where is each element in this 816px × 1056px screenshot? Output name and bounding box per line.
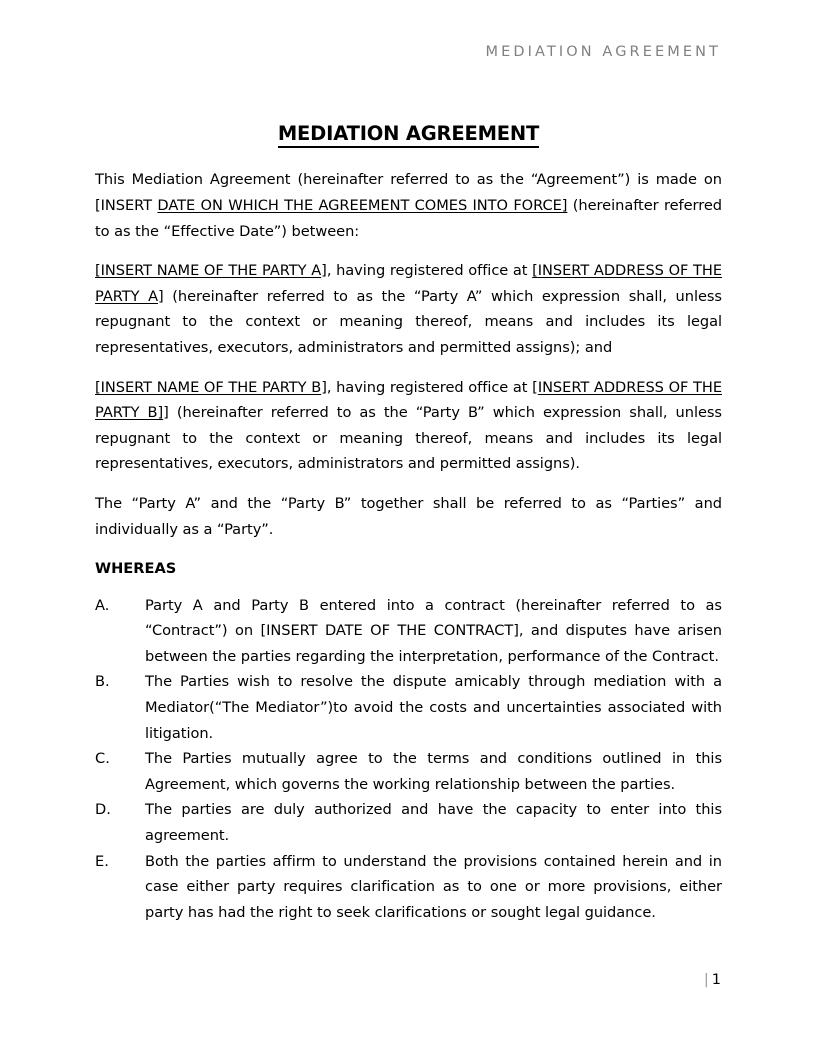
page-title-text: MEDIATION AGREEMENT	[278, 122, 539, 148]
list-item-marker: D.	[95, 801, 111, 819]
party-b-address-placeholder: INSERT ADDRESS OF THE PARTY B]	[95, 378, 722, 422]
footer-page-number: 1	[711, 972, 721, 988]
intro-segment-1: This Mediation Agreement (hereinafter referred to as the “Agreement”) is made on [INSERT	[95, 171, 722, 214]
document-body	[95, 122, 722, 925]
party-b-segment-4: ] (hereinafter referred to as the “Party B” which expression shall, unless repugnant to the context or meaning thereof, means and includes its legal representatives, executors, administrators and permitted assigns).	[95, 404, 722, 473]
paragraph-party-a	[95, 258, 722, 360]
intro-placeholder-effective-date: DATE ON WHICH THE AGREEMENT COMES INTO FORCE]	[157, 196, 568, 214]
list-item-text: The Parties mutually agree to the terms and conditions outlined in this Agreement, which governs the working relationship between the parties.	[145, 750, 722, 793]
list-item-text: The Parties wish to resolve the dispute amicably through mediation with a Mediator(“The Mediator”)to avoid the costs and uncertainties associated with litigation.	[145, 673, 722, 742]
list-item	[95, 669, 722, 746]
whereas-heading: WHEREAS	[95, 560, 177, 578]
paragraph-intro	[95, 167, 722, 244]
list-item-text: The parties are duly authorized and have the capacity to enter into this agreement.	[145, 801, 722, 845]
party-b-segment-2: ], having registered office at [	[321, 378, 538, 396]
list-item-marker: C.	[95, 750, 110, 768]
list-item-text: Party A and Party B entered into a contract (hereinafter referred to as “Contract”) on [INSERT DATE OF THE CONTRACT], and disputes have arisen between the parties regarding the interpretation, performance of the Contract.	[145, 596, 722, 665]
list-item	[95, 849, 722, 926]
party-a-address-placeholder: [INSERT ADDRESS OF THE PARTY A	[95, 262, 722, 305]
list-item	[95, 593, 722, 670]
intro-segment-3: (hereinafter referred to as the “Effective Date”) between:	[95, 196, 722, 240]
list-item-text: Both the parties affirm to understand the provisions contained herein and in case either party requires clarification as to one or more provisions, either party has had the right to seek clarifications or sought legal guidance.	[145, 852, 722, 921]
footer-separator: |	[703, 972, 709, 988]
page-footer	[95, 972, 721, 988]
party-b-name-placeholder: [INSERT NAME OF THE PARTY B	[95, 378, 322, 396]
party-a-name-placeholder: [INSERT NAME OF THE PARTY A	[95, 262, 322, 280]
page-title	[95, 122, 722, 145]
page-header-running-title: MEDIATION AGREEMENT	[485, 44, 721, 60]
list-item	[95, 746, 722, 797]
paragraph-party-b	[95, 375, 722, 477]
list-item-marker: B.	[95, 673, 110, 691]
list-item-marker: A.	[95, 596, 110, 614]
party-a-segment-4: ] (hereinafter referred to as the “Party A” which expression shall, unless repugnant to the context or meaning thereof, means and includes its legal representatives, executors, administrators and permitted assigns); and	[95, 287, 722, 356]
list-item	[95, 797, 722, 848]
recitals-list	[95, 593, 722, 926]
party-a-segment-2: ], having registered office at	[321, 262, 533, 280]
list-item-marker: E.	[95, 852, 109, 870]
paragraph-parties-definition: The “Party A” and the “Party B” together shall be referred to as “Parties” and individually as a “Party”.	[95, 494, 722, 538]
